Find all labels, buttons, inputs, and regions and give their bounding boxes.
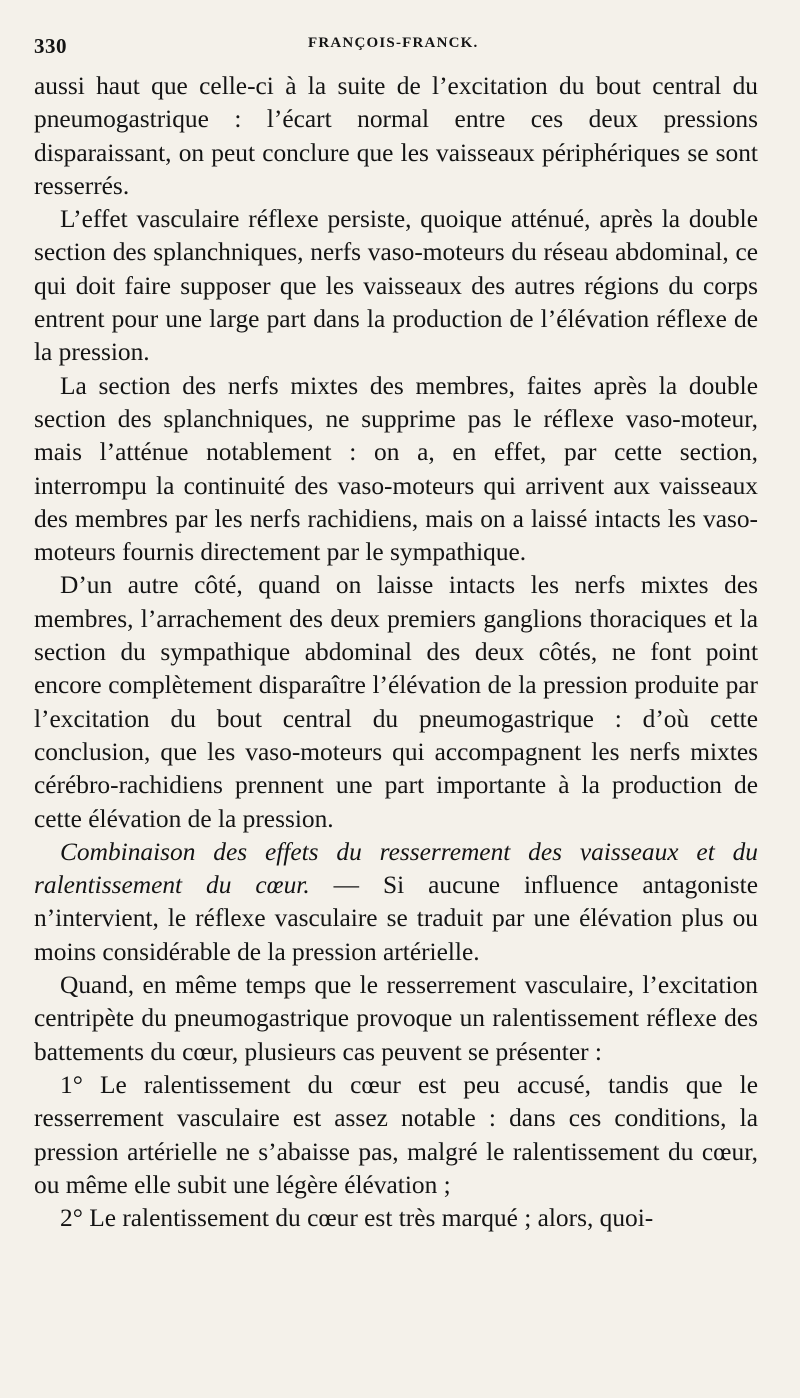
- paragraph-2: L’effet vasculaire réflexe persiste, quoique atténué, après la double section des splanchniques, nerfs vaso-moteurs du réseau abdominal, ce qui doit faire supposer que les vaisseaux des autres régions du corps entrent pour une large part dans la production de l’élévation réflexe de la pression.: [34, 205, 758, 367]
- paragraph-5-text: — Si aucune influence antagoniste n’intervient, le réflexe vasculaire se traduit par une élévation plus ou moins considérable de la pression artérielle.: [34, 871, 758, 966]
- paragraph-5: [34, 836, 758, 969]
- paragraph-3: La section des nerfs mixtes des membres, faites après la double section des splanchniques, ne supprime pas le réflexe vaso-moteur, mais l’atténue notablement : on a, en effet, par cette section, interrompu la continuité des vaso-moteurs qui arrivent aux vaisseaux des membres par les nerfs rachidiens, mais on a laissé intacts les vaso-moteurs fournis directement par le sympathique.: [34, 371, 758, 567]
- section-heading: Combinaison des effets du resserrement des vaisseaux et du ralentissement du cœur.: [34, 837, 758, 900]
- body-text: [34, 70, 758, 1235]
- paragraph-6: Quand, en même temps que le resserrement vasculaire, l’excitation centripète du pneumogastrique provoque un ralentissement réflexe des battements du cœur, plusieurs cas peuvent se présenter :: [34, 971, 758, 1066]
- paragraph-1: aussi haut que celle-ci à la suite de l’excitation du bout central du pneumogastrique : l’écart normal entre ces deux pressions disparaissant, on peut conclure que les vaisseaux périphériques se sont resserrés.: [34, 72, 758, 200]
- page-number: 330: [34, 34, 67, 58]
- paragraph-4: D’un autre côté, quand on laisse intacts les nerfs mixtes des membres, l’arrachement des deux premiers ganglions thoraciques et la section du sympathique abdominal des deux côtés, ne font point encore complètement disparaître l’élévation de la pression produite par l’excitation du bout central du pneumogastrique : d’où cette conclusion, que les vaso-moteurs qui accompagnent les nerfs mixtes cérébro-rachidiens prennent une part importante à la production de cette élévation de la pression.: [34, 571, 758, 833]
- paragraph-8: 2° Le ralentissement du cœur est très marqué ; alors, quoi-: [60, 1204, 654, 1233]
- page-header: [34, 30, 758, 64]
- running-head: FRANÇOIS-FRANCK.: [308, 35, 479, 51]
- paragraph-7: 1° Le ralentissement du cœur est peu accusé, tandis que le resserrement vasculaire est assez notable : dans ces conditions, la pression artérielle ne s’abaisse pas, malgré le ralentissement du cœur, ou même elle subit une légère élévation ;: [34, 1070, 758, 1199]
